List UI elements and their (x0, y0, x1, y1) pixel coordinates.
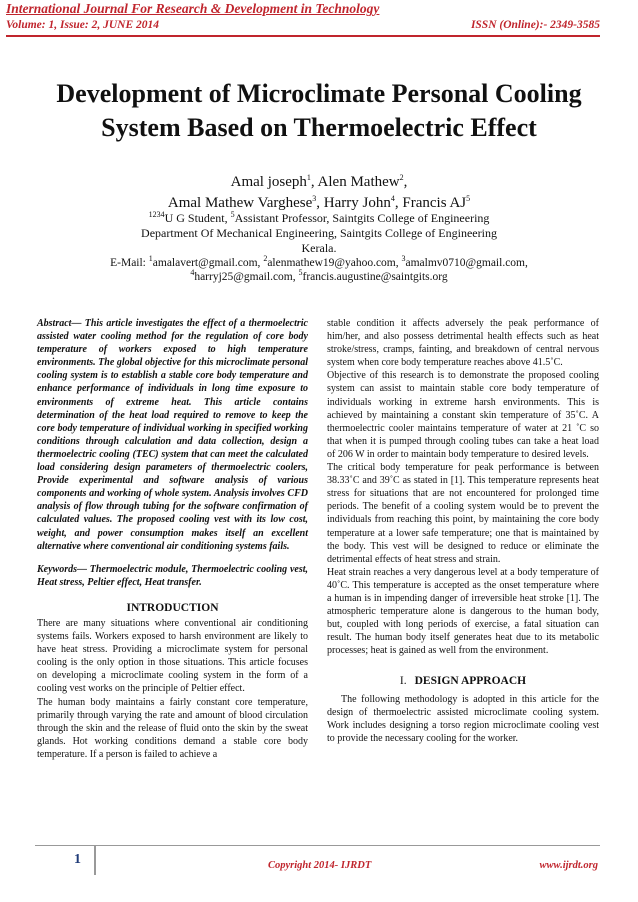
section-heading-introduction: INTRODUCTION (126, 601, 219, 614)
author-name: , Francis AJ (394, 195, 467, 211)
copyright: Copyright 2014- IJRDT (268, 860, 372, 871)
journal-url[interactable]: www.ijrdt.org (539, 860, 598, 871)
paragraph: The human body maintains a fairly constant core temperature, primarily through varying the rate and amount of blood circulation through the skin and the release of fluid onto the skin by the sweat glands. Hot working conditions demand a stable core body temperature. If a person is failed to achieve a (37, 696, 308, 760)
email-link[interactable]: francis.augustine@saintgits.org (302, 271, 448, 283)
header-divider (6, 35, 600, 37)
abstract: Abstract— This article investigates the effect of a thermoelectric assisted water cooling method for the regulation of core body temperature of workers exposed to high temperature environments. The global objective for this microclimate personal cooling system is to establish a stable core body temperature and enhance performance of individuals in long time exposure to environments of extreme heat. This article contains determination of the heat load required to remove to keep the core body temperature of individual working in specified working conditions through calculation and data collection, design a thermoelectric cooling (TEC) system that can meet the calculated load considering design parameters of thermoelectric coolers, Provide experimental and software analysis of various components and working of whole system. Analysis involves CFD analysis of flow through tubing for the software confirmation of calculated values. The proposed cooling vest with its low cost, weight, and power consumption makes itself an excellent alternative where conventional air conditioning systems fails. (37, 318, 308, 552)
volume-info: Volume: 1, Issue: 2, JUNE 2014 (6, 19, 160, 31)
email-link[interactable]: alenmathew19@yahoo.com, (267, 257, 402, 269)
author-list (40, 172, 598, 214)
author-name: , Harry John (316, 195, 391, 211)
keywords: Keywords— Thermoelectric module, Thermoelectric cooling vest, Heat stress, Peltier effect, Heat transfer. (37, 563, 308, 588)
paragraph: The critical body temperature for peak performance is between 38.33˚C and 39˚C as stated in [1]. This temperature represents heat stress for situations that are not encountered for prolonged time periods. The benefit of a cooling system would be to prevent the individuals from reaching this point, by maintaining the core body temperature at a lower safe temperature; one that is maintained by the body. This vest will be designed to reduce or eliminate the detrimental effects of heat stress and strain. (327, 462, 599, 565)
author-line-1: Amal joseph$^1$, Alen Mathew$^2$, (230, 173, 408, 190)
left-column (37, 317, 308, 761)
author-name: , Alen Mathew (310, 174, 400, 190)
footer-divider (35, 845, 600, 846)
author-line-2: Amal Mathew Varghese$^3$, Harry John$^4$, Francis $AJ^5$ (167, 194, 471, 211)
email-link[interactable]: harryj25@gmail.com, (194, 271, 299, 283)
author-name: Amal joseph (230, 174, 307, 190)
email-link[interactable]: amalavert@gmail.com, (152, 257, 264, 269)
author-name: Amal Mathew Varghese (167, 195, 313, 211)
email-list: E-Mail: $^1$amalavert@gmail.com, $^2$alenmathew19@yahoo.com, $^3$amalmv0710@gmail.com, $^4$harryj25@gmail.com, $^5$francis.augustine@saintgits.org (110, 254, 528, 283)
paragraph: The following methodology is adopted in this article for the design of thermoelectric assisted microclimate cooling system. Work includes designing a torso region microclimate cooling vest to provide the necessary cooling for the worker. (327, 693, 599, 744)
paragraph: stable condition it affects adversely the peak performance of him/her, and also possess detrimental health effects such as heat stroke/stress, cramps, fainting, and breakdown of central nervous system when core body temperature reaches above 41.5˚C. (327, 318, 599, 369)
paragraph: Objective of this research is to demonstrate the proposed cooling system can assist to maintain stable core body temperature of individuals working in extreme harsh environments. This is achieved by maintaining a constant skin temperature of 35˚C. A thermoelectric cooler maintains temperature of water at 21 ˚C so that when it is pumped through cooling tubes can take a heat load of 206 W in order to maintain body temperature to desired levels. (327, 370, 599, 460)
section-heading-design: I. DESIGN APPROACH (399, 675, 527, 688)
department: Department Of Mechanical Engineering, Saintgits College of Engineering (141, 226, 497, 240)
state: Kerala. (301, 241, 337, 255)
paragraph: There are many situations where conventional air conditioning systems fails. Workers exposed to harsh environment are likely to have heat stress. Providing a microclimate system for personal cooling is the only option in those situations. This article focuses on developing a microclimate cooling system in the form of a cooling vest works on the principle of Peltier effect. (37, 617, 308, 695)
paragraph: Heat strain reaches a very dangerous level at a body temperature of 40˚C. This temperature is accepted as the onset temperature where a human is in impending danger of irreversible heat stroke [1]. The atmospheric temperature alone is dangerous to the human body, but, coupled with long periods of exercise, a fatal situation can result. The human body itself generates heat due to its metabolic processes; heat is gained as well from the environment. (327, 566, 599, 657)
paper-title: Development of Microclimate Personal Cooling System Based on Thermoelectric Effect (56, 79, 582, 142)
journal-title: International Journal For Research & Development in Technology (6, 1, 380, 16)
section-number: I. (399, 675, 407, 688)
issn: ISSN (Online):- 2349-3585 (470, 19, 600, 31)
page-number: 1 (74, 852, 81, 867)
affiliation: $^{1234}$U G Student, $^5$Assistant Professor, Saintgits College of Engineering Department Of Mechanical Engineering, Saintgits College of Engineering Kerala. (40, 211, 598, 256)
email-link[interactable]: amalmv0710@gmail.com, (405, 257, 528, 269)
right-column (327, 317, 599, 745)
